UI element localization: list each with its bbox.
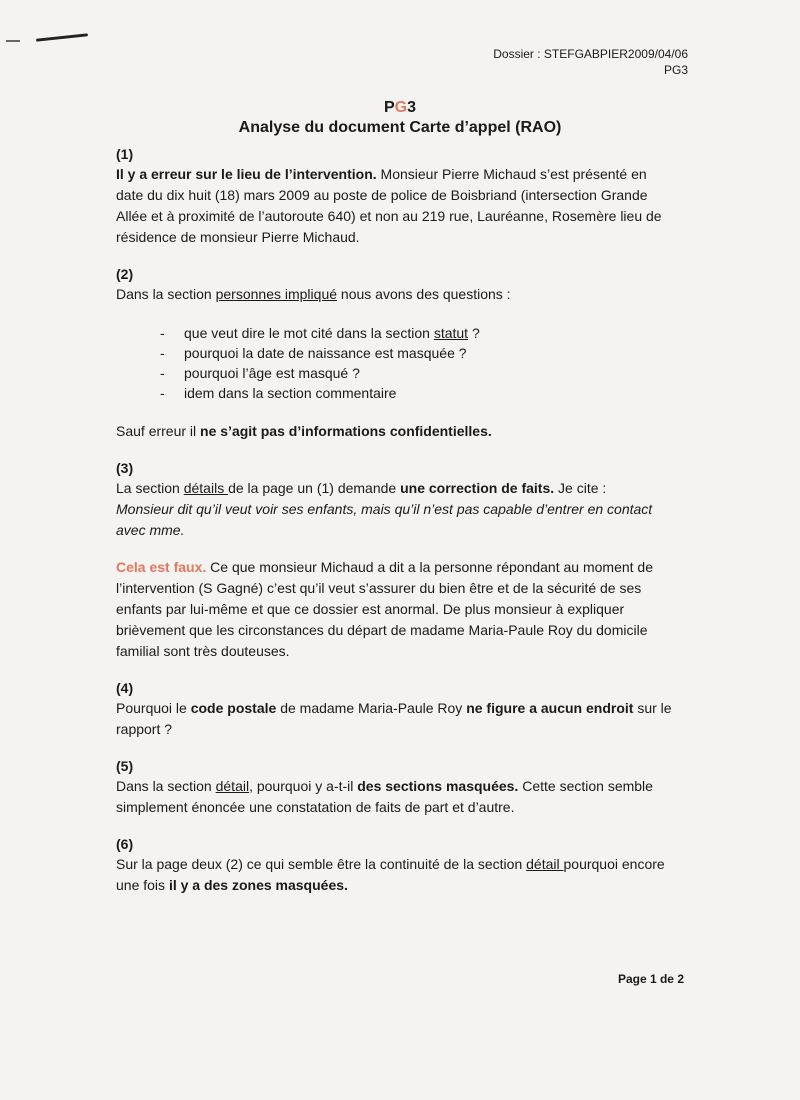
highlight-faux: Cela est faux. (116, 559, 207, 575)
pg-title-suffix: 3 (407, 99, 417, 116)
list-item: - pourquoi l’âge est masqué ? (160, 363, 676, 383)
title-block (0, 98, 800, 138)
list-item: - pourquoi la date de naissance est masquée ? (160, 343, 676, 363)
pg-title-accent: G (394, 99, 408, 116)
text-fragment: pourquoi encore une fois (116, 856, 665, 893)
text-fragment: que veut dire le mot cité dans la section (184, 325, 434, 341)
document-title: Analyse du document Carte d’appel (RAO) (238, 119, 562, 136)
underlined-term: détails (183, 480, 229, 496)
text-fragment: sur le rapport ? (116, 700, 672, 737)
section-1-bold: Il y a erreur sur le lieu de l’intervention. (116, 166, 377, 182)
section-1-text (116, 164, 676, 248)
text-fragment: de madame Maria-Paule Roy (276, 700, 467, 716)
bold-text: ne s’agit pas d’informations confidentielles. (200, 423, 492, 439)
section-5-text (116, 776, 676, 818)
pg-title-prefix: P (383, 99, 395, 116)
underlined-term: statut (433, 325, 469, 341)
list-item: - idem dans la section commentaire (160, 383, 676, 403)
section-2-number: (2) (116, 266, 134, 282)
bold-text: ne figure a aucun endroit (466, 700, 634, 716)
section-2-intro (116, 284, 676, 305)
text-fragment: Dans la section (116, 778, 216, 794)
quote-text (116, 499, 676, 541)
dossier-reference: Dossier : STEFGABPIER2009/04/06 (493, 47, 688, 61)
underlined-term: personnes impliqué (215, 286, 338, 302)
text-fragment: Ce que monsieur Michaud a dit a la personne répondant au moment de l’intervention (S Gagné) c’est qu’il veut s’assurer du bien être et de la sécurité de ses enfants par lui-même et que ce dossier est anormal. De plus monsieur à expliquer brièvement que les circonstances du départ de madame Maria-Paule Roy du domicile familial sont très douteuses. (116, 559, 653, 659)
section-3-reply (116, 557, 676, 662)
text-fragment: , pourquoi y a-t-il (249, 778, 358, 794)
question-list (160, 323, 676, 403)
page-code: PG3 (663, 63, 688, 77)
page-number: Page 1 de 2 (617, 972, 684, 986)
page-header (493, 46, 688, 78)
underlined-term: détail (526, 856, 564, 872)
scan-artifact (6, 40, 20, 42)
text-fragment: Pourquoi le (116, 700, 191, 716)
text-fragment: nous avons des questions : (337, 286, 511, 302)
text-fragment: Dans la section (116, 286, 216, 302)
text-fragment: La section (116, 480, 184, 496)
list-item (160, 323, 676, 343)
text-fragment: de la page un (1) demande (228, 480, 401, 496)
section-4-text (116, 698, 676, 740)
pg-title (0, 98, 800, 118)
italic-quote: Monsieur dit qu’il veut voir ses enfants, mais qu’il n’est pas capable d’entrer en contact avec mme. (116, 501, 653, 538)
section-4-number: (4) (116, 680, 134, 696)
section-6-text (116, 854, 676, 896)
text-fragment: Sur la page deux (2) ce qui semble être la continuité de la section (116, 856, 527, 872)
bold-text: il y a des zones masquées. (168, 877, 348, 893)
text-fragment: ? (468, 325, 480, 341)
section-3-number: (3) (116, 460, 134, 476)
underlined-term: détail (215, 778, 250, 794)
bold-text: une correction de faits. (400, 480, 555, 496)
section-1-body: Monsieur Pierre Michaud s’est présenté en date du dix huit (18) mars 2009 au poste de police de Boisbriand (intersection Grande Allée et à proximité de l’autoroute 640) et non au 219 rue, Lauréanne, Rosemère lieu de résidence de monsieur Pierre Michaud. (116, 166, 662, 245)
bold-text: des sections masquées. (357, 778, 519, 794)
text-fragment: Cette section semble simplement énoncée une constatation de faits de part et d’autre. (116, 778, 653, 815)
section-3-line (116, 478, 676, 499)
document-body (116, 144, 676, 896)
text-fragment: Sauf erreur il (116, 423, 201, 439)
pen-mark (36, 33, 88, 41)
section-5-number: (5) (116, 758, 134, 774)
section-2-note (116, 421, 676, 442)
text-fragment: Je cite : (554, 480, 607, 496)
section-1-number: (1) (116, 146, 134, 162)
bold-text: code postale (190, 700, 277, 716)
section-6-number: (6) (116, 836, 134, 852)
